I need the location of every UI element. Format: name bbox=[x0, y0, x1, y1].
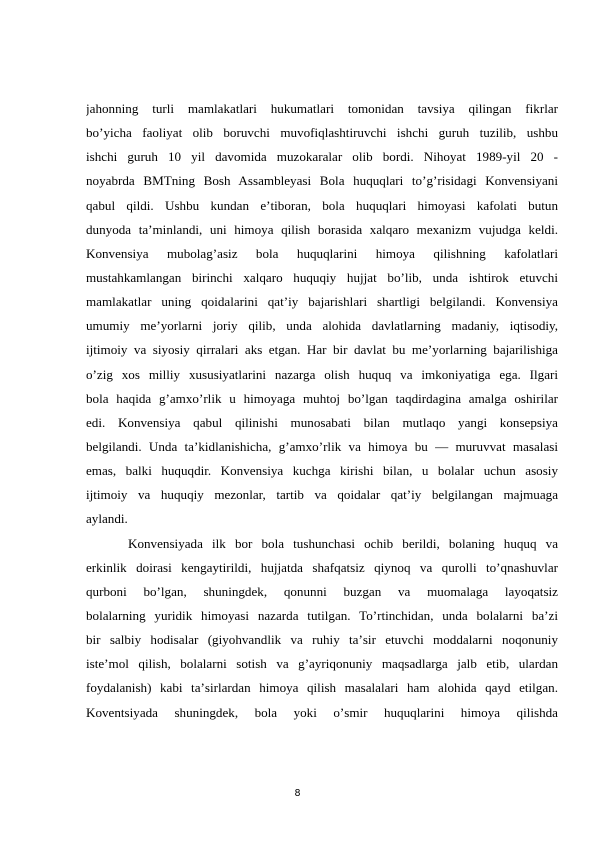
text-line: mamlakatlar uning qoidalarini qatʼiy bajarishlari shartligi belgilandi. Konvensiya bbox=[86, 294, 558, 310]
text-line: erkinlik doirasi kengaytirildi, hujjatda shafqatsiz qiynoq va qurolli toʼqnashuvlar bbox=[86, 559, 558, 575]
page-number: 8 bbox=[294, 788, 301, 799]
text-line: jahonning turli mamlakatlari hukumatlari tomonidan tavsiya qilingan fikrlar bbox=[86, 101, 558, 116]
text-line: umumiy meʼyorlarni joriy qilib, unda alohida davlatlarning madaniy, iqtisodiy, bbox=[86, 318, 558, 334]
text-line: belgilandi. Unda taʼkidlanishicha, gʼamxoʼrlik va himoya bu — muruvvat masalasi bbox=[86, 438, 558, 454]
text-line: foydalanish) kabi taʼsirlardan himoya qilish masalalari ham alohida qayd etilgan. bbox=[86, 680, 558, 696]
text-line: bir salbiy hodisalar (giyohvandlik va ruhiy taʼsir etuvchi moddalarni noqonuniy bbox=[86, 632, 558, 648]
document-body bbox=[86, 97, 558, 725]
text-line: ijtimoiy va siyosiy qirralari aks etgan. Har bir davlat bu meʼyorlarning bajarilishiga bbox=[86, 342, 558, 358]
text-line: Konvensiya mubolagʼasiz bola huquqlarini himoya qilishning kafolatlari bbox=[86, 245, 558, 261]
text-line: qurboni boʼlgan, shuningdek, qonunni buzgan va muomalaga layoqatsiz bbox=[86, 583, 558, 599]
text-line: dunyoda taʼminlandi, uni himoya qilish borasida xalqaro mexanizm vujudga keldi. bbox=[86, 221, 558, 237]
paragraph-end-line: aylandi. bbox=[86, 511, 128, 527]
text-line: isteʼmol qilish, bolalarni sotish va gʼayriqonuniy maqsadlarga jalb etib, ulardan bbox=[86, 656, 558, 672]
text-line: boʼyicha faoliyat olib boruvchi muvofiqlashtiruvchi ishchi guruh tuzilib, ushbu bbox=[86, 125, 558, 141]
text-line: bolalarning yuridik himoyasi nazarda tutilgan. Toʼrtinchidan, unda bolalarni baʼzi bbox=[86, 607, 558, 623]
text-line: ishchi guruh 10 yil davomida muzokaralar olib bordi. Nihoyat 1989-yil 20 - bbox=[86, 149, 558, 165]
text-line: ijtimoiy va huquqiy mezonlar, tartib va qoidalar qatʼiy belgilangan majmuaga bbox=[86, 487, 558, 503]
paragraph-first-line: Konvensiyada ilk bor bola tushunchasi ochib berildi, bolaning huquq va bbox=[128, 535, 558, 551]
text-line: bola haqida gʼamxoʼrlik u himoyaga muhtoj boʼlgan taqdirdagina amalga oshirilar bbox=[86, 390, 558, 406]
text-line: noyabrda BMTning Bosh Assambleyasi Bola huquqlari toʼgʼrisidagi Konvensiyani bbox=[86, 173, 558, 189]
text-line: edi. Konvensiya qabul qilinishi munosabati bilan mutlaqo yangi konsepsiya bbox=[86, 414, 558, 430]
text-line: emas, balki huquqdir. Konvensiya kuchga kirishi bilan, u bolalar uchun asosiy bbox=[86, 463, 558, 479]
text-line: mustahkamlangan birinchi xalqaro huquqiy hujjat boʼlib, unda ishtirok etuvchi bbox=[86, 269, 558, 285]
text-line: oʼzig xos milliy xususiyatlarini nazarga olish huquq va imkoniyatiga ega. Ilgari bbox=[86, 366, 558, 382]
text-line: qabul qildi. Ushbu kundan eʼtiboran, bola huquqlari himoyasi kafolati butun bbox=[86, 197, 558, 213]
text-line: Koventsiyada shuningdek, bola yoki oʼsmir huquqlarini himoya qilishda bbox=[86, 704, 558, 720]
